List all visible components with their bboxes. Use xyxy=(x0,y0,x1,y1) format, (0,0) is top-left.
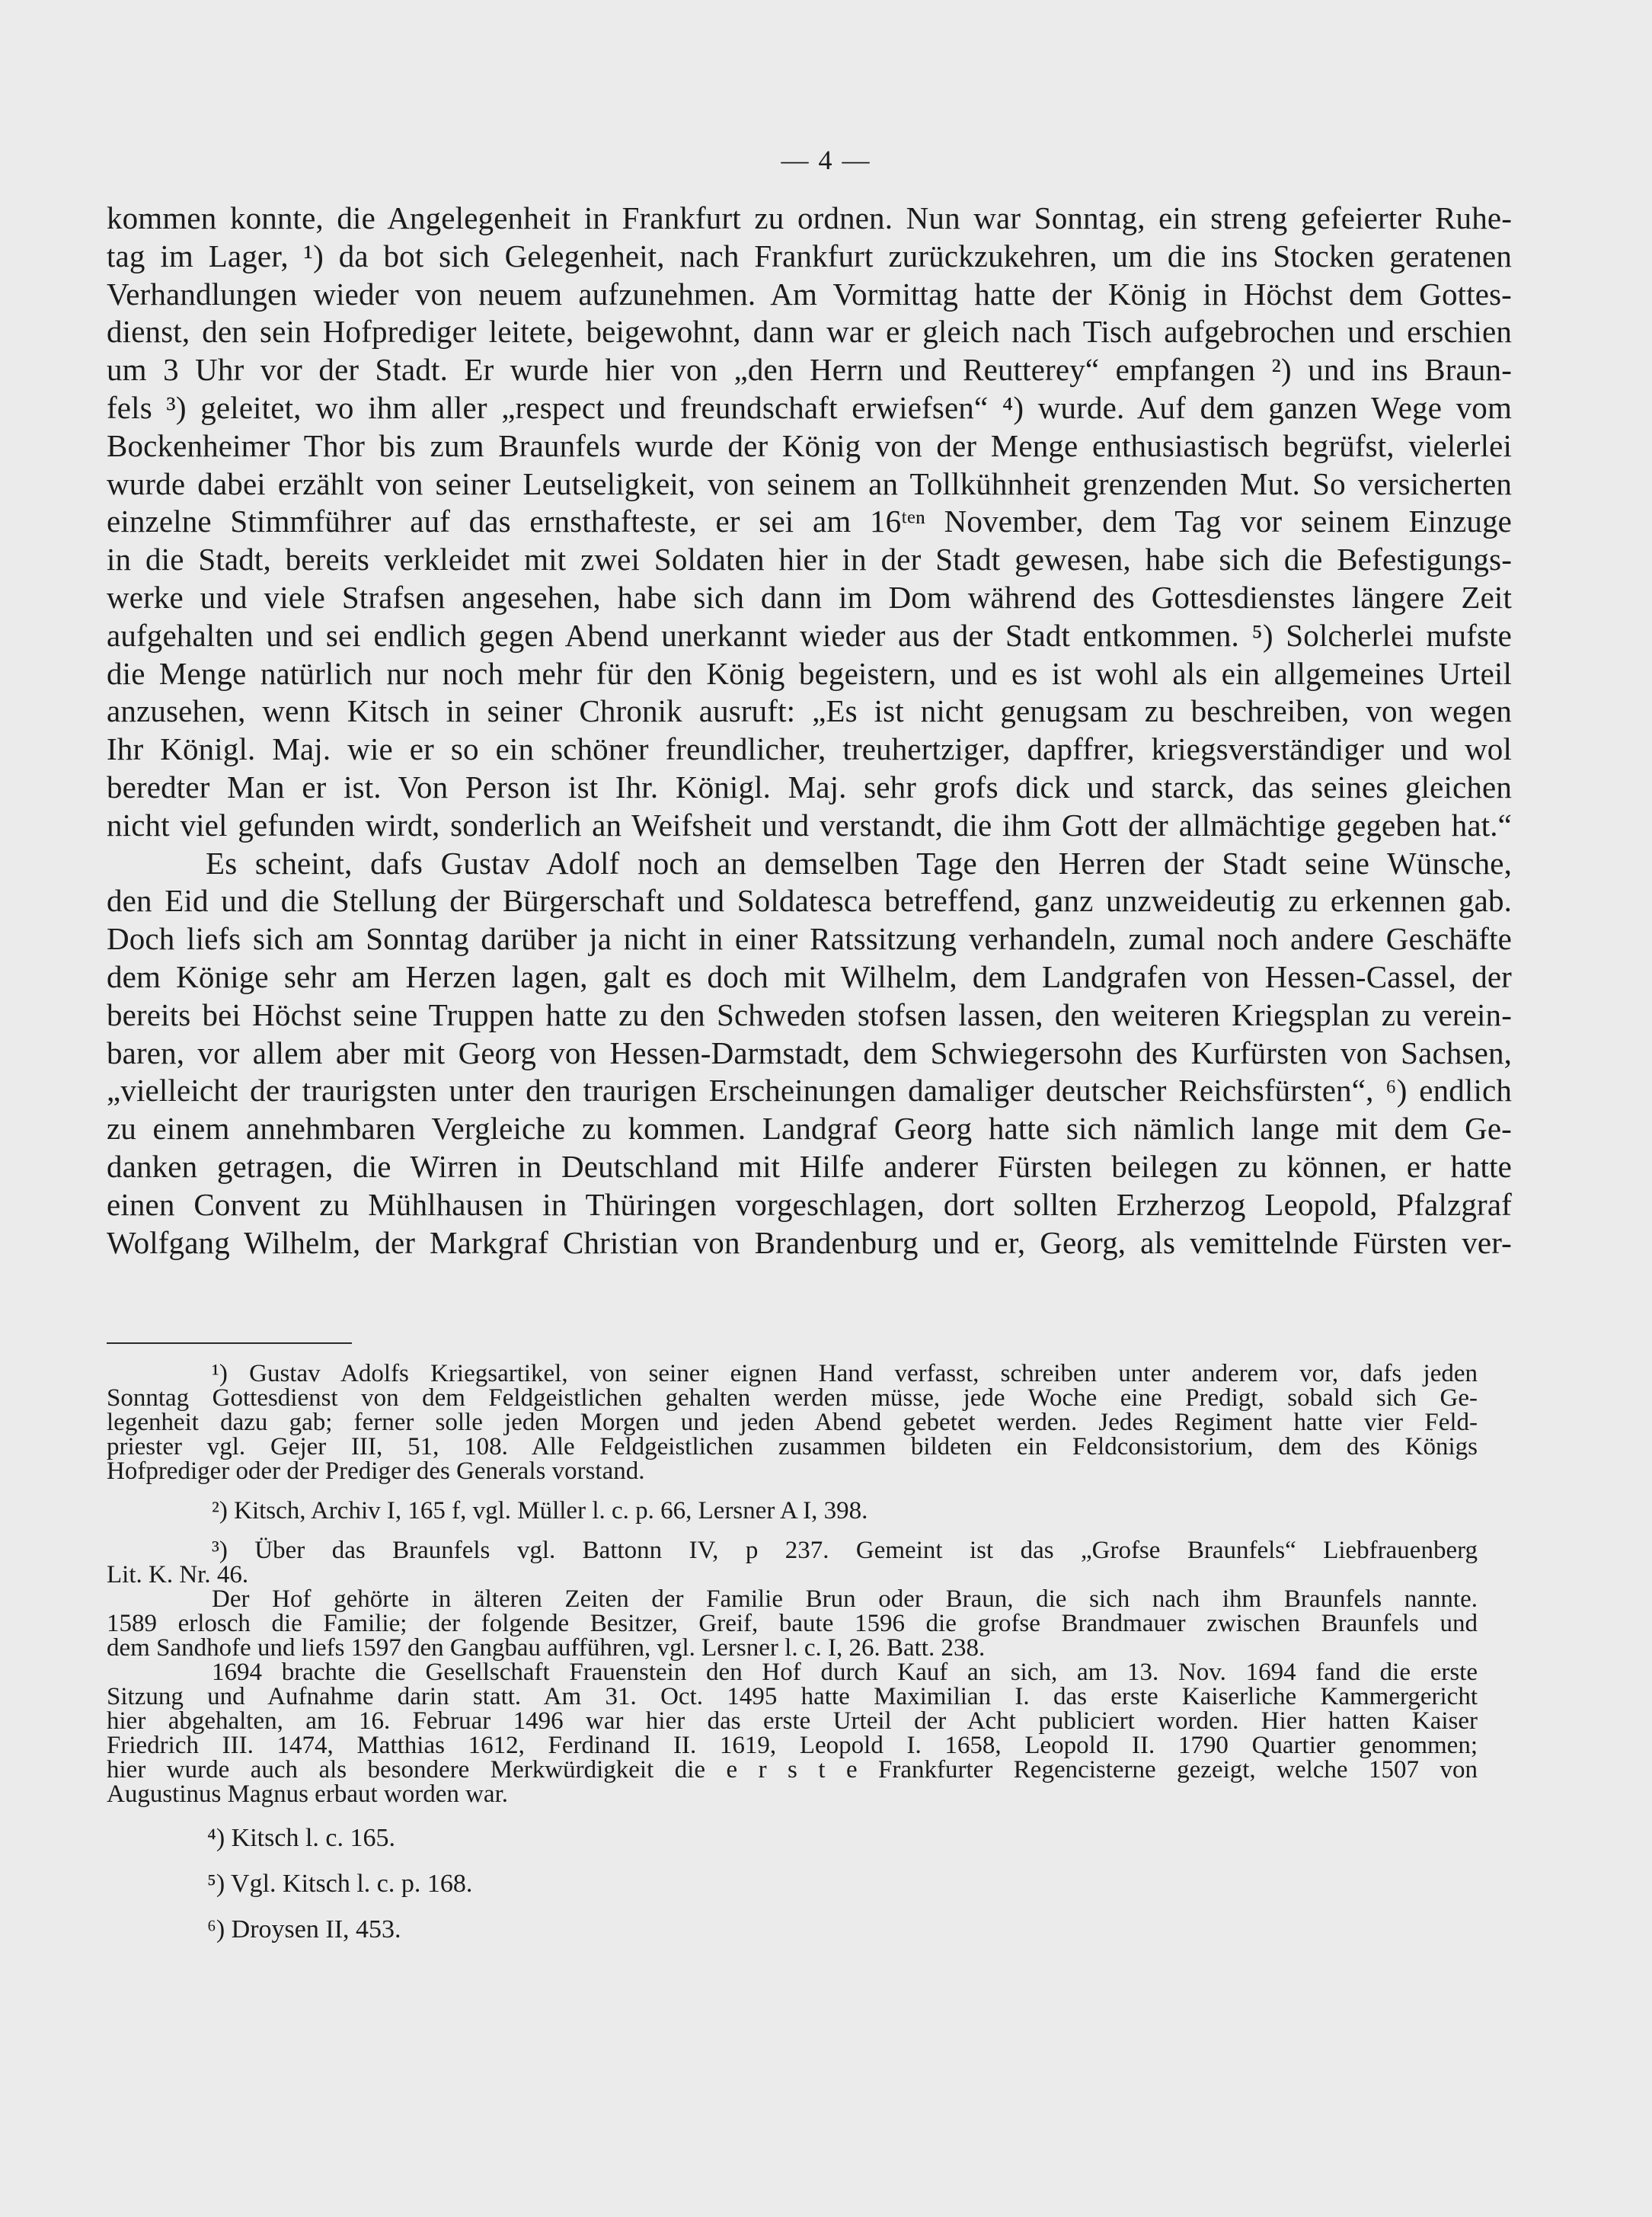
footnote-line: Sitzung und Aufnahme darin statt. Am 31. Oct. 1495 hatte Maximilian I. das erste Kaiserliche Kammergericht xyxy=(107,1683,1478,1710)
footnote-2: ²) Kitsch, Archiv I, 165 f, vgl. Müller l. c. p. 66, Lersner A I, 398. xyxy=(212,1497,868,1524)
text-line: tag im Lager, ¹) da bot sich Gelegenheit, nach Frankfurt zurückzukehren, um die ins Stocken geratenen xyxy=(107,238,1512,274)
footnote-line: Hofprediger oder der Prediger des Generals vorstand. xyxy=(107,1457,645,1485)
footnote-line: Der Hof gehörte in älteren Zeiten der Familie Brun oder Braun, die sich nach ihm Braunfels nannte. xyxy=(212,1585,1478,1613)
footnote-6: ⁶) Droysen II, 453. xyxy=(207,1915,401,1943)
footnote-line: ³) Über das Braunfels vgl. Battonn IV, p 237. Gemeint ist das „Grofse Braunfels“ Liebfrauenberg xyxy=(212,1537,1478,1564)
text-line: Es scheint, dafs Gustav Adolf noch an demselben Tage den Herren der Stadt seine Wünsche, xyxy=(206,845,1512,881)
text-line: den Eid und die Stellung der Bürgerschaft und Soldatesca betreffend, ganz unzweideutig zu erkennen gab. xyxy=(107,883,1512,919)
text-line: Doch liefs sich am Sonntag darüber ja nicht in einer Ratssitzung verhandeln, zumal noch andere Geschäfte xyxy=(107,921,1512,957)
text-line: wurde dabei erzählt von seiner Leutseligkeit, von seinem an Tollkühnheit grenzenden Mut. So versicherten xyxy=(107,465,1512,501)
main-text xyxy=(107,200,1512,1262)
text-line: werke und viele Strafsen angesehen, habe sich dann im Dom während des Gottesdienstes längere Zeit xyxy=(107,579,1512,615)
text-line: bereits bei Höchst seine Truppen hatte zu den Schweden stofsen lassen, den weiteren Kriegsplan zu verein- xyxy=(107,997,1512,1032)
footnote-line: hier abgehalten, am 16. Februar 1496 war hier das erste Urteil der Acht publiciert worden. Hier hatten Kaiser xyxy=(107,1707,1478,1735)
text-line: beredter Man er ist. Von Person ist Ihr. Königl. Maj. sehr grofs dick und starck, das seines gleichen xyxy=(107,769,1512,805)
text-line: Wolfgang Wilhelm, der Markgraf Christian von Brandenburg und er, Georg, als vemittelnde Fürsten ver- xyxy=(107,1224,1512,1260)
text-line: fels ³) geleitet, wo ihm aller „respect und freundschaft erwiefsen“ ⁴) wurde. Auf dem ganzen Wege vom xyxy=(107,389,1512,425)
text-line: aufgehalten und sei endlich gegen Abend unerkannt wieder aus der Stadt entkommen. ⁵) Solcherlei mufste xyxy=(107,617,1512,653)
footnote-line: dem Sandhofe und liefs 1597 den Gangbau aufführen, vgl. Lersner l. c. I, 26. Batt. 238. xyxy=(107,1634,986,1662)
text-line: die Menge natürlich nur noch mehr für den König begeistern, und es ist wohl als ein allgemeines Urteil xyxy=(107,655,1512,691)
footnote-line: hier wurde auch als besondere Merkwürdigkeit die e r s t e Frankfurter Regencisterne gezeigt, welche 1507 von xyxy=(107,1756,1478,1784)
footnote-line: ¹) Gustav Adolfs Kriegsartikel, von seiner eignen Hand verfasst, schreiben unter anderem vor, dafs jeden xyxy=(212,1360,1478,1387)
text-line: dem Könige sehr am Herzen lagen, galt es doch mit Wilhelm, dem Landgrafen von Hessen-Cassel, der xyxy=(107,958,1512,994)
text-line: um 3 Uhr vor der Stadt. Er wurde hier von „den Herrn und Reutterey“ empfangen ²) und ins Braun- xyxy=(107,352,1512,388)
footnote-line: Friedrich III. 1474, Matthias 1612, Ferdinand II. 1619, Leopold I. 1658, Leopold II. 1790 Quartier genommen; xyxy=(107,1732,1478,1759)
footnote-line: legenheit dazu gab; ferner solle jeden Morgen und jeden Abend gebetet werden. Jedes Regiment hatte vier Feld- xyxy=(107,1409,1478,1436)
text-line: Bockenheimer Thor bis zum Braunfels wurde der König von der Menge enthusiastisch begrüfst, vielerlei xyxy=(107,427,1512,463)
footnote-line: Lit. K. Nr. 46. xyxy=(107,1561,249,1588)
footnote-line: 1694 brachte die Gesellschaft Frauenstein den Hof durch Kauf an sich, am 13. Nov. 1694 fand die erste xyxy=(212,1659,1478,1686)
text-line: einzelne Stimmführer auf das ernsthafteste, er sei am 16ᵗᵉⁿ November, dem Tag vor seinem Einzuge xyxy=(107,504,1512,539)
footnote-5: ⁵) Vgl. Kitsch l. c. p. 168. xyxy=(207,1870,473,1898)
text-line: danken getragen, die Wirren in Deutschland mit Hilfe anderer Fürsten beilegen zu können, er hatte xyxy=(107,1148,1512,1184)
text-line: einen Convent zu Mühlhausen in Thüringen vorgeschlagen, dort sollten Erzherzog Leopold, Pfalzgraf xyxy=(107,1186,1512,1222)
text-line: zu einem annehmbaren Vergleiche zu kommen. Landgraf Georg hatte sich nämlich lange mit dem Ge- xyxy=(107,1111,1512,1147)
footnote-line: priester vgl. Gejer III, 51, 108. Alle Feldgeistlichen zusammen bildeten ein Feldconsistorium, dem des Königs xyxy=(107,1433,1478,1460)
footnote-divider xyxy=(107,1342,352,1344)
text-line: „vielleicht der traurigsten unter den traurigen Erscheinungen damaliger deutscher Reichsfürsten“, ⁶) endlich xyxy=(107,1073,1512,1108)
text-line: Verhandlungen wieder von neuem aufzunehmen. Am Vormittag hatte der König in Höchst dem Gottes- xyxy=(107,276,1512,312)
footnote-3 xyxy=(107,1538,1478,1806)
text-line: baren, vor allem aber mit Georg von Hessen-Darmstadt, dem Schwiegersohn des Kurfürsten von Sachsen, xyxy=(107,1035,1512,1070)
footnote-line: 1589 erlosch die Familie; der folgende Besitzer, Greif, baute 1596 die grofse Brandmauer zwischen Braunfels und xyxy=(107,1610,1478,1637)
text-line: kommen konnte, die Angelegenheit in Frankfurt zu ordnen. Nun war Sonntag, ein streng gefeierter Ruhe- xyxy=(107,200,1512,235)
footnotes xyxy=(107,1361,1478,1943)
footnote-1 xyxy=(107,1361,1478,1483)
footnote-line: Augustinus Magnus erbaut worden war. xyxy=(107,1780,509,1808)
text-line: nicht viel gefunden wirdt, sonderlich an Weifsheit und verstandt, die ihm Gott der allmächtige gegeben hat.“ xyxy=(107,807,1512,843)
page-number: — 4 — xyxy=(781,145,871,175)
text-line: dienst, den sein Hofprediger leitete, beigewohnt, dann war er gleich nach Tisch aufgebrochen und erschien xyxy=(107,314,1512,350)
footnote-line: Sonntag Gottesdienst von dem Feldgeistlichen gehalten werden müsse, jede Woche eine Predigt, sobald sich Ge- xyxy=(107,1384,1478,1412)
text-line: Ihr Königl. Maj. wie er so ein schöner freundlicher, treuhertziger, dapffrer, kriegsverständiger und wol xyxy=(107,731,1512,767)
text-line: in die Stadt, bereits verkleidet mit zwei Soldaten hier in der Stadt gewesen, habe sich die Befestigungs- xyxy=(107,542,1512,577)
text-line: anzusehen, wenn Kitsch in seiner Chronik ausruft: „Es ist nicht genugsam zu beschreiben, von wegen xyxy=(107,693,1512,729)
footnote-4: ⁴) Kitsch l. c. 165. xyxy=(207,1824,395,1852)
